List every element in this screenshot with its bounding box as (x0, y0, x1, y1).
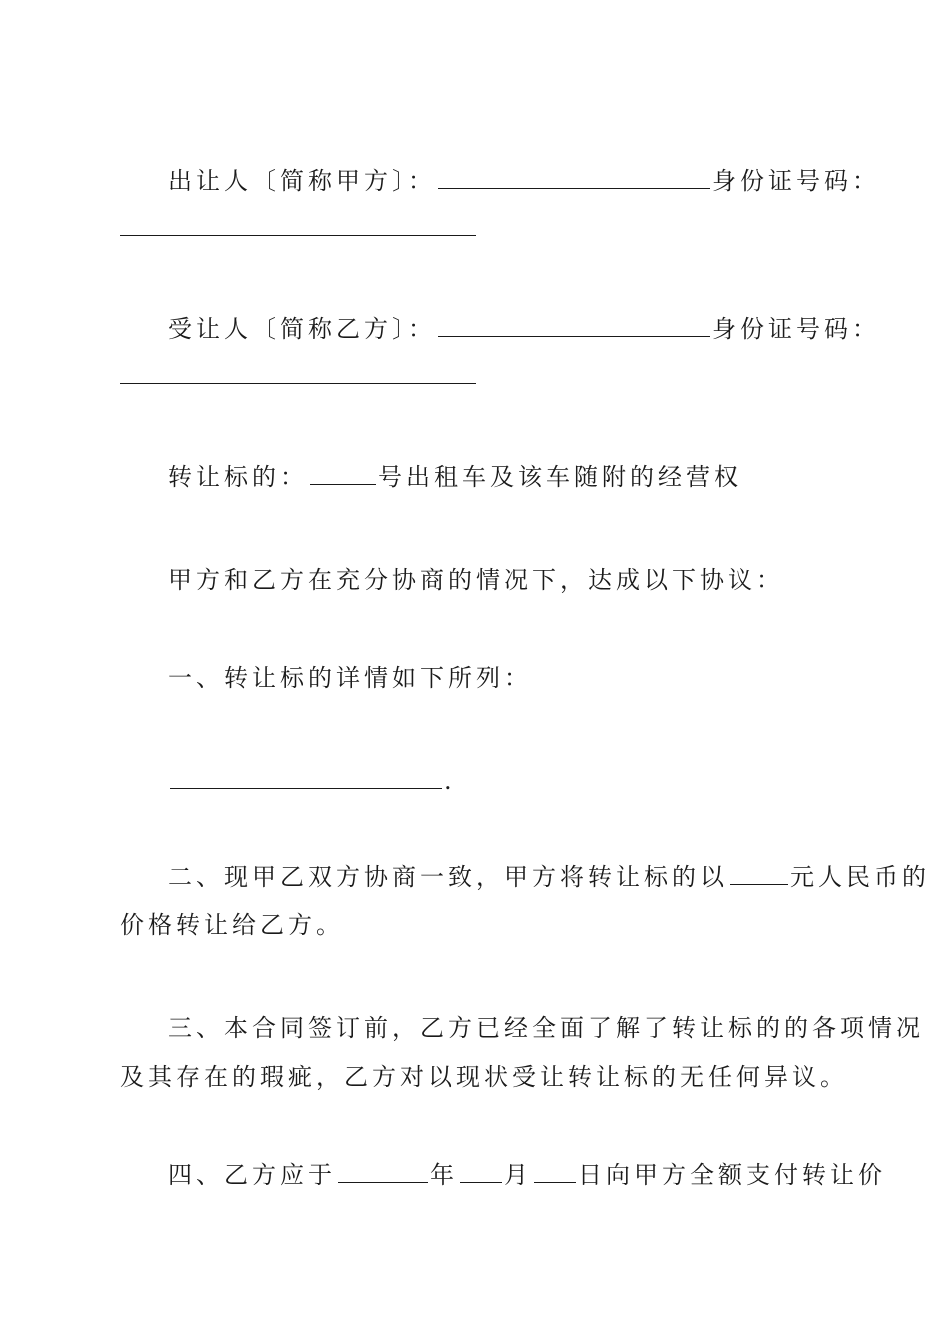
clause3-line2: 及其存在的瑕疵，乙方对以现状受让转让标的无任何异议。 (120, 1063, 848, 1091)
party-b-id-blank[interactable] (120, 383, 476, 384)
clause2-suffix: 元人民币的 (790, 863, 930, 891)
taxi-number-blank[interactable] (310, 462, 376, 485)
party-b-name-blank[interactable] (438, 314, 710, 337)
subject-prefix: 转让标的： (168, 463, 308, 491)
clause2-prefix: 二、现甲乙双方协商一致，甲方将转让标的以 (168, 863, 728, 891)
intro-line: 甲方和乙方在充分协商的情况下，达成以下协议： (168, 566, 784, 594)
clause4-line (168, 1160, 888, 1189)
party-b-id-label: 身份证号码： (712, 315, 880, 343)
subject-line (168, 462, 888, 491)
clause4-prefix: 四、乙方应于 (168, 1161, 336, 1189)
day-blank[interactable] (534, 1160, 576, 1183)
price-blank[interactable] (730, 862, 788, 885)
clause3-line1: 三、本合同签订前，乙方已经全面了解了转让标的的各项情况 (168, 1014, 924, 1042)
subject-suffix: 号出租车及该车随附的经营权 (378, 463, 742, 491)
year-blank[interactable] (338, 1160, 428, 1183)
party-a-id-label: 身份证号码： (712, 167, 880, 195)
clause4-suffix: 日向甲方全额支付转让价 (578, 1161, 886, 1189)
party-b-line (168, 314, 888, 343)
clause1-title: 一、转让标的详情如下所列： (168, 664, 532, 692)
month-blank[interactable] (460, 1160, 502, 1183)
clause1-end: . (444, 767, 456, 795)
clause1-detail-line (168, 766, 888, 795)
party-b-label: 受让人〔简称乙方〕： (168, 315, 436, 343)
party-a-label: 出让人〔简称甲方〕： (168, 167, 436, 195)
party-a-name-blank[interactable] (438, 166, 710, 189)
party-a-id-blank[interactable] (120, 235, 476, 236)
clause4-month: 月 (504, 1161, 532, 1189)
subject-detail-blank[interactable] (170, 766, 442, 789)
clause2-line2: 价格转让给乙方。 (120, 911, 344, 939)
clause2-line1 (168, 862, 930, 891)
party-a-line (168, 166, 888, 195)
clause4-year: 年 (430, 1161, 458, 1189)
